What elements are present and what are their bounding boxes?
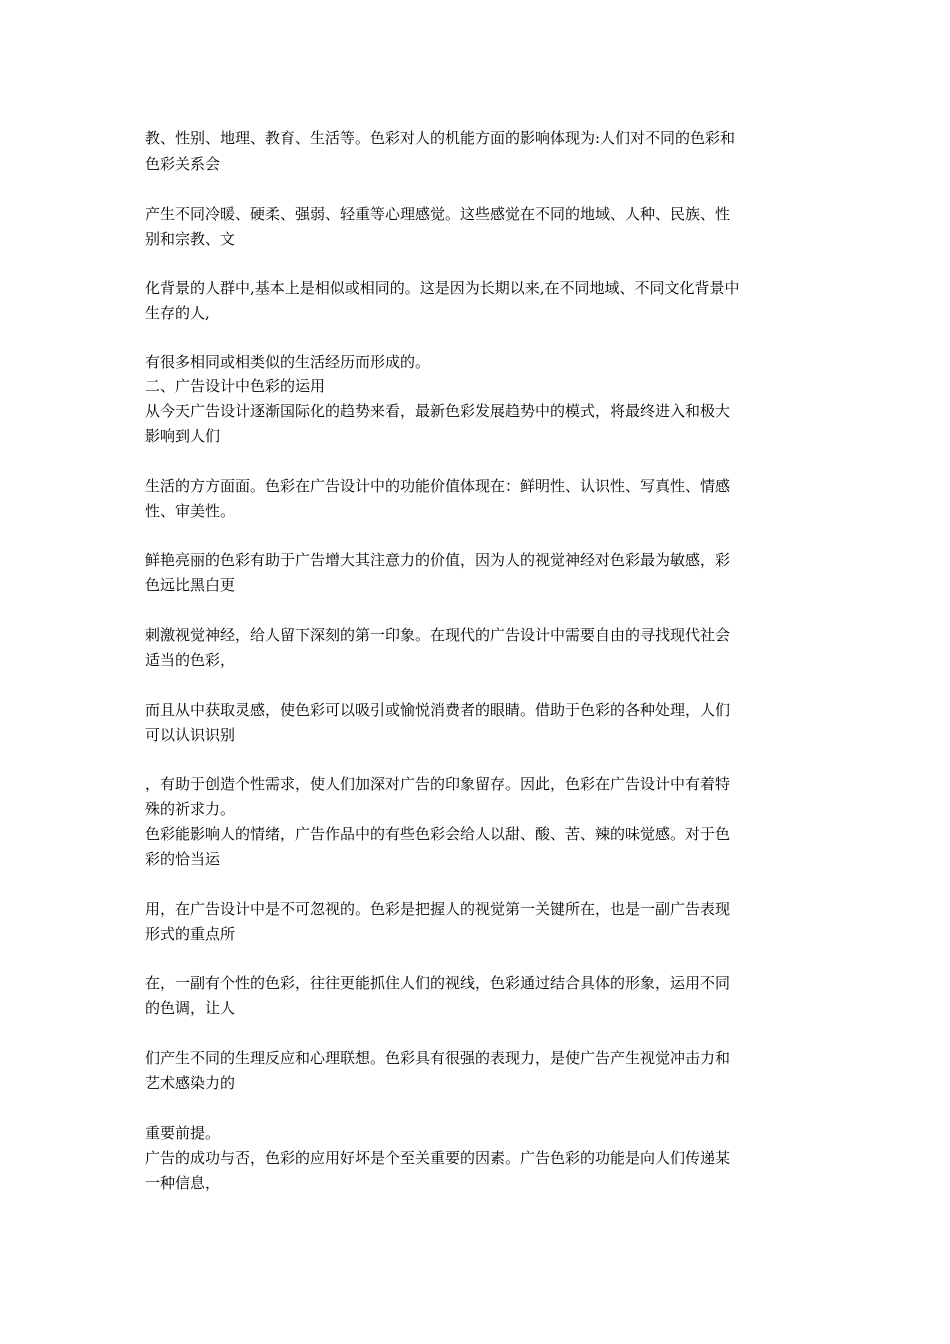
text-line: 形式的重点所 (145, 925, 236, 943)
text-line: 生存的人, (145, 304, 210, 322)
text-line: 们产生不同的生理反应和心理联想。色彩具有很强的表现力，是使广告产生视觉冲击力和 (145, 1049, 731, 1067)
section-heading: 二、广告设计中色彩的运用 (145, 377, 326, 395)
text-line: 广告的成功与否，色彩的应用好坏是个至关重要的因素。广告色彩的功能是向人们传递某 (145, 1149, 731, 1167)
text-line: 一种信息， (145, 1174, 221, 1192)
text-line: 殊的祈求力。 (145, 800, 236, 818)
text-line: 生活的方方面面。色彩在广告设计中的功能价值体现在：鲜明性、认识性、写真性、情感 (145, 477, 731, 495)
text-line: 化背景的人群中,基本上是相似或相同的。这是因为长期以来,在不同地域、不同文化背景中 (145, 279, 740, 297)
text-line: 色彩关系会 (145, 155, 221, 173)
text-line: 用，在广告设计中是不可忽视的。色彩是把握人的视觉第一关键所在，也是一副广告表现 (145, 900, 731, 918)
text-line: 性、审美性。 (145, 502, 236, 520)
text-line: 影响到人们 (145, 427, 221, 445)
text-line: 的色调，让人 (145, 999, 236, 1017)
text-line: 别和宗教、文 (145, 230, 236, 248)
text-line: 重要前提。 (145, 1124, 221, 1142)
text-line: 艺术感染力的 (145, 1074, 236, 1092)
text-line: 产生不同冷暖、硬柔、强弱、轻重等心理感觉。这些感觉在不同的地域、人种、民族、性 (145, 205, 731, 223)
text-line: 色远比黑白更 (145, 576, 236, 594)
text-line: 在，一副有个性的色彩，往往更能抓住人们的视线，色彩通过结合具体的形象，运用不同 (145, 974, 731, 992)
text-line: 从今天广告设计逐渐国际化的趋势来看，最新色彩发展趋势中的模式，将最终进入和极大 (145, 402, 731, 420)
text-line: 教、性别、地理、教育、生活等。色彩对人的机能方面的影响体现为:人们对不同的色彩和 (145, 129, 736, 147)
text-line: 适当的色彩， (145, 651, 236, 669)
text-line: 而且从中获取灵感，使色彩可以吸引或愉悦消费者的眼睛。借助于色彩的各种处理，人们 (145, 701, 731, 719)
text-line: 彩的恰当运 (145, 850, 221, 868)
text-line: 鲜艳亮丽的色彩有助于广告增大其注意力的价值，因为人的视觉神经对色彩最为敏感，彩 (145, 551, 731, 569)
text-line: ，有助于创造个性需求，使人们加深对广告的印象留存。因此，色彩在广告设计中有着特 (145, 775, 731, 793)
text-line: 色彩能影响人的情绪，广告作品中的有些色彩会给人以甜、酸、苦、辣的味觉感。对于色 (145, 825, 731, 843)
text-line: 可以认识识别 (145, 726, 236, 744)
text-line: 有很多相同或相类似的生活经历而形成的。 (145, 353, 431, 371)
text-line: 刺激视觉神经，给人留下深刻的第一印象。在现代的广告设计中需要自由的寻找现代社会 (145, 626, 731, 644)
